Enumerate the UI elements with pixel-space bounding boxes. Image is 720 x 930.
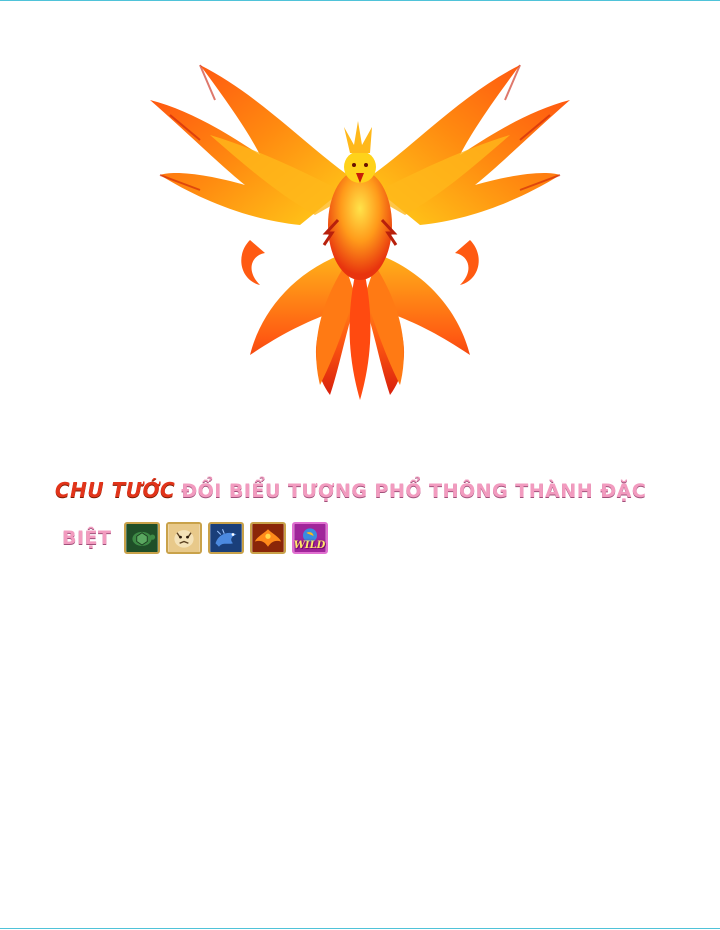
wild-label: WILD (293, 540, 326, 551)
tiger-symbol-icon (166, 522, 202, 554)
turtle-symbol-icon (124, 522, 160, 554)
feature-description-line-1: ĐỔI BIỂU TƯỢNG PHỔ THÔNG THÀNH ĐẶC (181, 480, 647, 502)
phoenix-icon (140, 55, 580, 405)
symbol-icon-list (124, 522, 328, 554)
feature-title: CHU TƯỚC (55, 478, 176, 502)
dragon-symbol-icon (208, 522, 244, 554)
phoenix-illustration (140, 55, 580, 405)
feature-description-line-2: BIỆT (62, 527, 112, 549)
phoenix-symbol-icon (250, 522, 286, 554)
feature-line-1 (55, 478, 646, 502)
feature-line-2 (62, 522, 328, 554)
top-frame-line (0, 0, 720, 1)
bottom-frame-line (0, 928, 720, 929)
wild-symbol-icon (292, 522, 328, 554)
